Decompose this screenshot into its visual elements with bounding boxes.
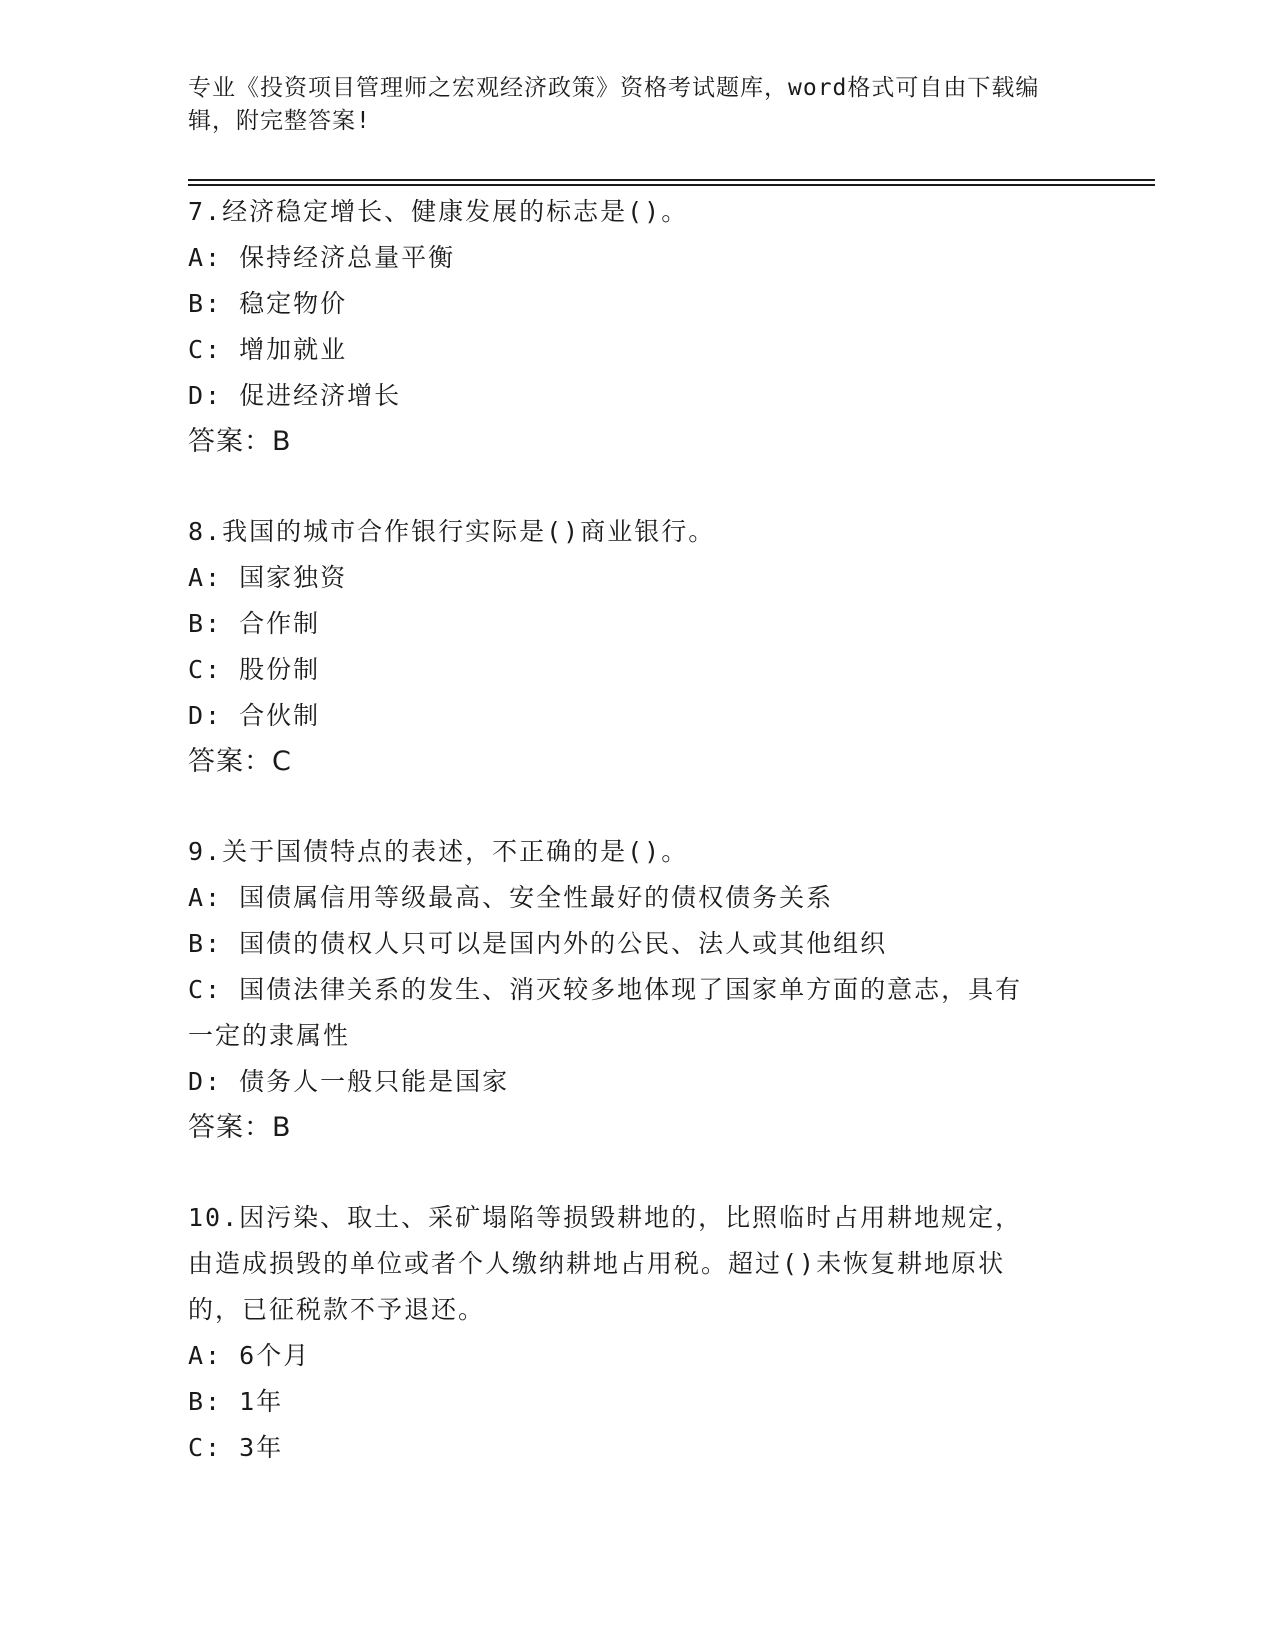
- question-stem: 7.经济稳定增长、健康发展的标志是()。: [188, 197, 689, 226]
- answer: 答案：B: [188, 426, 292, 457]
- question-8: [188, 509, 1078, 785]
- header-line-1: 专业《投资项目管理师之宏观经济政策》资格考试题库，word格式可自由下载编: [188, 75, 1040, 101]
- option-b: B: 合作制: [188, 609, 321, 638]
- option-c: C: 3年: [188, 1433, 284, 1462]
- option-c: C: 增加就业: [188, 335, 348, 364]
- option-a: A: 6个月: [188, 1341, 311, 1370]
- answer: 答案：C: [188, 746, 292, 777]
- option-b: B: 稳定物价: [188, 289, 348, 318]
- header-divider-top: [188, 179, 1155, 181]
- option-a: A: 国债属信用等级最高、安全性最好的债权债务关系: [188, 883, 834, 912]
- header-line-2: 辑，附完整答案!: [188, 108, 371, 134]
- option-d: D: 促进经济增长: [188, 381, 402, 410]
- option-b: B: 1年: [188, 1387, 284, 1416]
- question-10: [188, 1195, 1078, 1471]
- question-stem-line-3: 的，已征税款不予退还。: [188, 1295, 486, 1324]
- option-d: D: 合伙制: [188, 701, 321, 730]
- answer: 答案：B: [188, 1112, 292, 1143]
- option-a: A: 国家独资: [188, 563, 348, 592]
- option-c: C: 股份制: [188, 655, 321, 684]
- option-a: A: 保持经济总量平衡: [188, 243, 456, 272]
- question-stem-line-2: 由造成损毁的单位或者个人缴纳耕地占用税。超过()未恢复耕地原状: [188, 1249, 1006, 1278]
- document-header: [188, 72, 1068, 138]
- option-b: B: 国债的债权人只可以是国内外的公民、法人或其他组织: [188, 929, 888, 958]
- question-stem-line-1: 10.因污染、取土、采矿塌陷等损毁耕地的，比照临时占用耕地规定，: [188, 1203, 1023, 1232]
- question-stem: 9.关于国债特点的表述，不正确的是()。: [188, 837, 689, 866]
- question-9: [188, 829, 1078, 1151]
- option-d: D: 债务人一般只能是国家: [188, 1067, 510, 1096]
- option-c-continued: 一定的隶属性: [188, 1021, 351, 1050]
- header-divider-bottom: [188, 184, 1155, 186]
- option-c: C: 国债法律关系的发生、消灭较多地体现了国家单方面的意志，具有: [188, 975, 1023, 1004]
- question-7: [188, 189, 1078, 465]
- question-stem: 8.我国的城市合作银行实际是()商业银行。: [188, 517, 716, 546]
